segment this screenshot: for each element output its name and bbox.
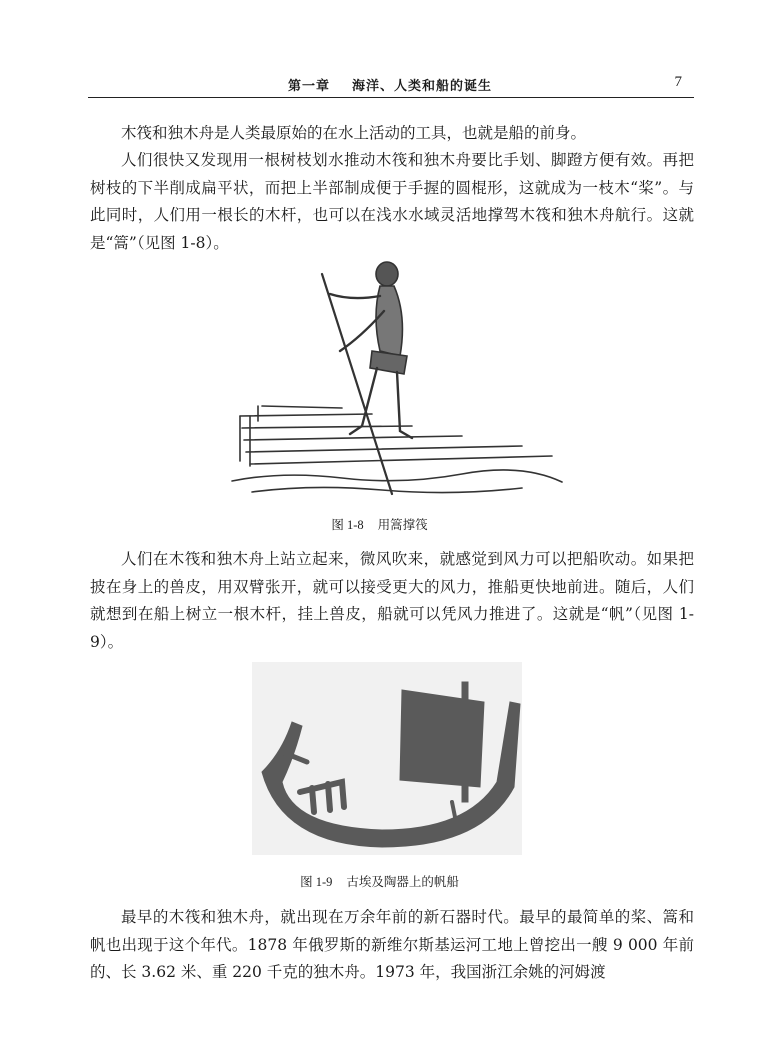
egyptian-sailboat-drawing — [252, 662, 522, 855]
figure-1-8-title: 用篙撑筏 — [377, 517, 428, 532]
figure-1-9-number: 图 1-9 — [300, 875, 333, 889]
page-number: 7 — [674, 74, 682, 90]
figure-1-8-caption — [0, 515, 759, 533]
paragraph-4: 最早的木筏和独木舟，就出现在万余年前的新石器时代。最早的最简单的桨、篙和帆也出现于这个年代。1878 年俄罗斯的新维尔斯基运河工地上曾挖出一艘 9 000 年前的、长 3.62 米、重 220 千克的独木舟。1973 年，我国浙江余姚的河姆渡 — [90, 908, 694, 981]
figure-1-9-illustration — [252, 662, 522, 855]
figure-1-8-illustration — [222, 256, 567, 501]
header-chapter-title: 海洋、人类和船的诞生 — [352, 79, 493, 94]
figure-1-8-number: 图 1-8 — [331, 518, 364, 532]
header-rule — [88, 97, 694, 98]
raft-poling-drawing — [222, 256, 567, 501]
figure-1-9-title: 古埃及陶器上的帆船 — [346, 874, 459, 889]
running-header — [88, 68, 694, 98]
header-chapter: 第一章 — [288, 79, 331, 94]
figure-1-9-caption — [0, 872, 759, 890]
paragraph-1: 木筏和独木舟是人类最原始的在水上活动的工具，也就是船的前身。 — [121, 124, 587, 142]
paragraph-3: 人们在木筏和独木舟上站立起来，微风吹来，就感觉到风力可以把船吹动。如果把披在身上的兽皮，用双臂张开，就可以接受更大的风力，推船更快地前进。随后，人们就想到在船上树立一根木杆，挂上兽皮，船就可以凭风力推进了。这就是“帆”（见图 1-9）。 — [90, 550, 694, 651]
paragraph-2: 人们很快又发现用一根树枝划水推动木筏和独木舟要比手划、脚蹬方便有效。再把树枝的下半削成扁平状，而把上半部制成便于手握的圆棍形，这就成为一枝木“桨”。与此同时，人们用一根长的木杆，也可以在浅水水域灵活地撑驾木筏和独木舟航行。这就是“篙”（见图 1-8）。 — [90, 151, 694, 252]
header-title — [288, 75, 492, 94]
